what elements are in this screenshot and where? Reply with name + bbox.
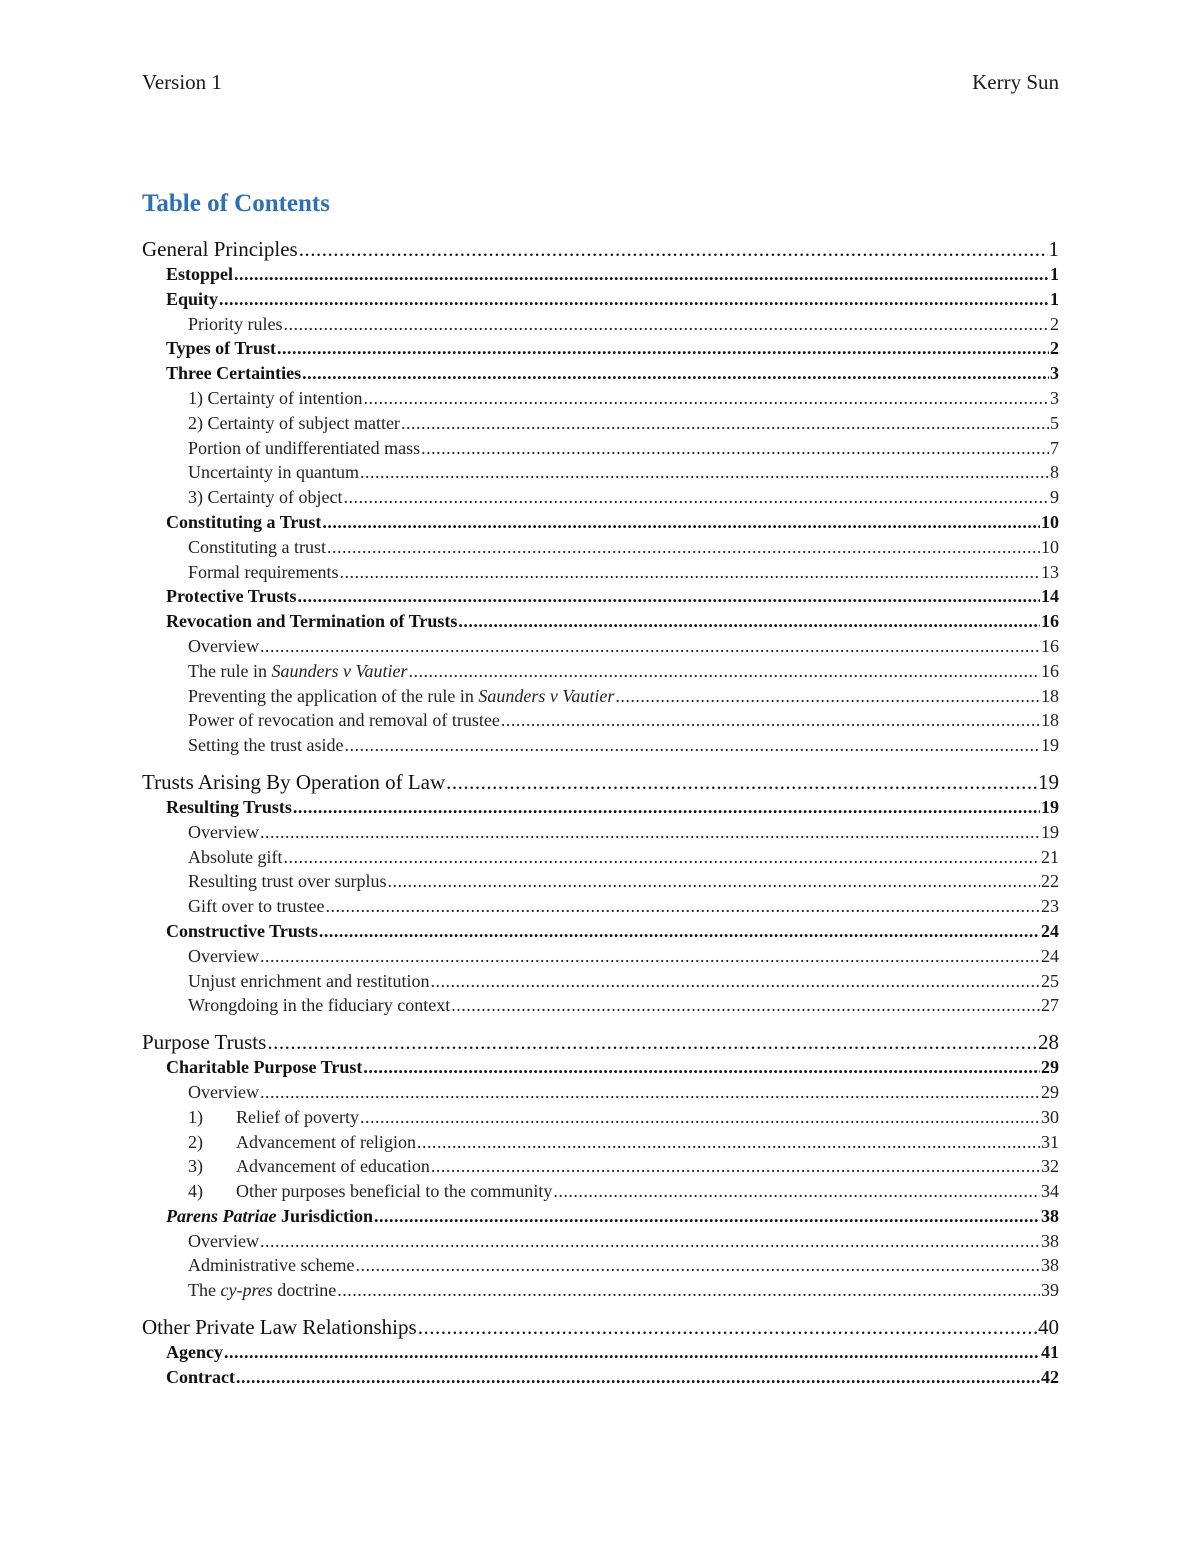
toc-page-number: 16 — [1041, 635, 1059, 656]
toc-entry-label — [188, 386, 362, 411]
toc-entry-text: Preventing the application of the rule in — [188, 685, 479, 706]
toc-entry-text: Contract — [166, 1366, 235, 1387]
toc-page-number: 3 — [1050, 387, 1059, 408]
toc-page-number: 16 — [1041, 660, 1059, 681]
toc-page-number: 14 — [1041, 586, 1059, 607]
toc-entry-label — [188, 1130, 416, 1155]
toc-entry-label — [188, 411, 400, 436]
toc-entry-text: Other purposes beneficial to the community — [236, 1181, 553, 1202]
dot-leader — [363, 386, 1049, 411]
toc-entry-text: Other Private Law Relationships — [142, 1315, 417, 1340]
dot-leader — [327, 535, 1040, 560]
dot-leader — [260, 820, 1040, 845]
toc-entry-label — [188, 560, 338, 585]
dot-leader — [337, 1278, 1040, 1303]
toc-entry[interactable] — [142, 795, 1059, 820]
toc-entry-text: Resulting Trusts — [166, 796, 292, 817]
toc-entry-text: Gift over to trustee — [188, 896, 325, 917]
toc-entry[interactable] — [142, 1080, 1059, 1105]
toc-entry-label — [166, 609, 457, 634]
dot-leader — [319, 919, 1040, 944]
toc-page-number: 29 — [1041, 1081, 1059, 1102]
toc-page-number: 32 — [1041, 1156, 1059, 1177]
toc-page-number: 34 — [1041, 1181, 1059, 1202]
toc-entry[interactable] — [142, 733, 1059, 758]
toc-entry[interactable] — [142, 386, 1059, 411]
toc-page-number: 28 — [1038, 1030, 1059, 1055]
toc-entry-text: Overview — [188, 821, 259, 842]
dot-leader — [325, 894, 1040, 919]
toc-entry-text: Constructive Trusts — [166, 920, 318, 941]
toc-entry[interactable] — [142, 708, 1059, 733]
toc-page-number: 2 — [1050, 338, 1059, 359]
toc-entry-text: General Principles — [142, 237, 298, 261]
toc-entry-text: Equity — [166, 288, 219, 309]
toc-entry[interactable] — [142, 312, 1059, 337]
toc-entry-number: 1) — [188, 1106, 203, 1127]
dot-leader — [339, 560, 1040, 585]
toc-entry[interactable] — [142, 1278, 1059, 1303]
dot-leader — [417, 1130, 1040, 1155]
toc-entry-label — [188, 659, 407, 684]
toc-entry[interactable] — [142, 560, 1059, 585]
toc-entry[interactable] — [142, 485, 1059, 510]
toc-entry[interactable] — [142, 769, 1059, 795]
toc-entry-label — [166, 336, 276, 361]
toc-entry-suffix: doctrine — [272, 1280, 337, 1301]
dot-leader — [219, 287, 1049, 312]
dot-leader — [374, 1204, 1040, 1229]
toc-entry-text: Absolute gift — [188, 846, 283, 867]
toc-entry-label — [188, 634, 259, 659]
toc-entry-label — [188, 1105, 359, 1130]
toc-entry-label — [188, 485, 342, 510]
toc-entry-text: 1) Certainty of intention — [188, 387, 363, 408]
toc-entry-number: 4) — [188, 1181, 203, 1202]
toc-entry-text: Administrative scheme — [188, 1255, 355, 1276]
toc-entry-label — [188, 1080, 259, 1105]
toc-page-number: 40 — [1038, 1315, 1059, 1340]
toc-entry-italic: Saunders v Vautier — [478, 685, 615, 706]
dot-leader — [360, 1105, 1040, 1130]
toc-entry-number: 3) — [188, 1156, 203, 1177]
toc-entry[interactable] — [142, 1365, 1059, 1390]
dot-leader — [446, 769, 1037, 795]
toc-page-number: 16 — [1041, 611, 1059, 632]
toc-page-number: 1 — [1048, 237, 1059, 261]
toc-entry[interactable] — [142, 969, 1059, 994]
toc-entry[interactable] — [142, 1029, 1059, 1055]
toc-entry[interactable] — [142, 436, 1059, 461]
toc-entry[interactable] — [142, 659, 1059, 684]
toc-entry-text: Protective Trusts — [166, 586, 297, 607]
toc-entry[interactable] — [142, 510, 1059, 535]
toc-entry-label — [188, 944, 259, 969]
toc-page-number: 23 — [1041, 896, 1059, 917]
dot-leader — [451, 993, 1040, 1018]
toc-entry-label — [166, 510, 321, 535]
toc-entry-text: Relief of poverty — [236, 1106, 359, 1127]
dot-leader — [343, 485, 1049, 510]
dot-leader — [458, 609, 1040, 634]
toc-entry-text: 2) Certainty of subject matter — [188, 412, 400, 433]
toc-page-number: 31 — [1041, 1131, 1059, 1152]
table-of-contents — [142, 236, 1059, 1390]
dot-leader — [322, 510, 1040, 535]
dot-leader — [284, 312, 1050, 337]
toc-entry[interactable] — [142, 1314, 1059, 1340]
toc-entry-text: Overview — [188, 1230, 259, 1251]
toc-entry[interactable] — [142, 845, 1059, 870]
toc-entry[interactable] — [142, 684, 1059, 709]
toc-entry[interactable] — [142, 944, 1059, 969]
toc-entry-label — [166, 795, 292, 820]
toc-entry-label — [188, 1253, 354, 1278]
dot-leader — [355, 1253, 1040, 1278]
toc-entry[interactable] — [142, 287, 1059, 312]
toc-entry-label — [188, 820, 259, 845]
toc-entry[interactable] — [142, 1130, 1059, 1155]
toc-entry-label — [166, 287, 218, 312]
toc-entry-label — [188, 1179, 552, 1204]
dot-leader — [431, 1154, 1040, 1179]
toc-page-number: 19 — [1041, 796, 1059, 817]
dot-leader — [388, 869, 1041, 894]
toc-page-number: 24 — [1041, 945, 1059, 966]
toc-entry-text: Wrongdoing in the fiduciary context — [188, 995, 451, 1016]
dot-leader — [360, 460, 1049, 485]
toc-page-number: 39 — [1041, 1280, 1059, 1301]
toc-entry-text: Unjust enrichment and restitution — [188, 970, 430, 991]
dot-leader — [277, 336, 1049, 361]
toc-entry-label — [188, 684, 614, 709]
toc-entry[interactable] — [142, 869, 1059, 894]
toc-page-number: 18 — [1041, 685, 1059, 706]
toc-entry[interactable] — [142, 535, 1059, 560]
toc-page-number: 1 — [1050, 288, 1059, 309]
toc-entry-label — [188, 436, 420, 461]
toc-page-number: 19 — [1038, 769, 1059, 794]
toc-entry[interactable] — [142, 460, 1059, 485]
toc-page-number: 38 — [1041, 1205, 1059, 1226]
toc-entry-label — [142, 1314, 417, 1340]
dot-leader — [293, 795, 1040, 820]
toc-entry-label — [188, 993, 450, 1018]
toc-entry-text: Portion of undifferentiated mass — [188, 437, 421, 458]
toc-entry[interactable] — [142, 894, 1059, 919]
toc-entry-label — [142, 769, 445, 795]
toc-entry-text: Advancement of education — [236, 1156, 430, 1177]
dot-leader — [344, 733, 1040, 758]
toc-entry[interactable] — [142, 609, 1059, 634]
toc-entry-text: The rule in — [188, 660, 272, 681]
toc-title: Table of Contents — [142, 190, 330, 217]
toc-entry-text: Advancement of religion — [236, 1131, 416, 1152]
dot-leader — [615, 684, 1040, 709]
dot-leader — [224, 1340, 1040, 1365]
toc-entry-text: The — [188, 1280, 221, 1301]
toc-page-number: 1 — [1050, 264, 1059, 284]
toc-entry[interactable] — [142, 236, 1059, 262]
dot-leader — [267, 1029, 1037, 1055]
toc-page-number: 38 — [1041, 1255, 1059, 1276]
toc-page-number: 13 — [1041, 561, 1059, 582]
toc-entry[interactable] — [142, 1340, 1059, 1365]
toc-entry[interactable] — [142, 993, 1059, 1018]
dot-leader — [234, 262, 1049, 287]
toc-entry-label — [166, 1340, 223, 1365]
toc-entry-label — [166, 1055, 362, 1080]
toc-entry[interactable] — [142, 361, 1059, 386]
toc-entry-label — [188, 845, 283, 870]
toc-entry-text: Priority rules — [188, 313, 283, 334]
toc-entry-text: Purpose Trusts — [142, 1030, 267, 1055]
toc-page-number: 22 — [1041, 871, 1059, 892]
toc-entry-label — [188, 708, 500, 733]
toc-entry-label — [188, 894, 324, 919]
toc-entry-label — [166, 262, 233, 287]
toc-entry-text: Agency — [166, 1342, 223, 1363]
dot-leader — [260, 1229, 1040, 1254]
toc-entry[interactable] — [142, 411, 1059, 436]
toc-entry-text: Power of revocation and removal of trustee — [188, 710, 500, 731]
toc-entry-label — [188, 969, 429, 994]
toc-page-number: 3 — [1050, 363, 1059, 384]
toc-entry-label — [188, 869, 387, 894]
toc-entry-text: Overview — [188, 635, 259, 656]
dot-leader — [236, 1365, 1040, 1390]
toc-entry-text: Revocation and Termination of Trusts — [166, 611, 458, 632]
toc-entry-text: Charitable Purpose Trust — [166, 1057, 363, 1078]
toc-entry-italic: cy-pres — [220, 1280, 273, 1301]
dot-leader — [260, 1080, 1040, 1105]
toc-entry-label — [166, 919, 318, 944]
toc-entry-text: Formal requirements — [188, 561, 339, 582]
toc-entry[interactable] — [142, 1105, 1059, 1130]
toc-entry[interactable] — [142, 1229, 1059, 1254]
toc-page-number: 10 — [1041, 536, 1059, 557]
dot-leader — [430, 969, 1040, 994]
toc-entry-label — [166, 1204, 373, 1229]
toc-page-number: 7 — [1050, 437, 1059, 458]
toc-entry[interactable] — [142, 1204, 1059, 1229]
toc-entry-label — [142, 236, 298, 262]
toc-page-number: 41 — [1041, 1342, 1059, 1363]
toc-entry-italic: Saunders v Vautier — [271, 660, 408, 681]
toc-page-number: 10 — [1041, 511, 1059, 532]
toc-page-number: 42 — [1041, 1366, 1059, 1387]
toc-entry-label — [166, 361, 301, 386]
toc-entry-text: Constituting a Trust — [166, 511, 322, 532]
dot-leader — [260, 634, 1040, 659]
toc-entry-text: 3) Certainty of object — [188, 487, 343, 508]
toc-entry[interactable] — [142, 1179, 1059, 1204]
dot-leader — [418, 1314, 1037, 1340]
page-header — [142, 70, 1059, 95]
toc-page-number: 27 — [1041, 995, 1059, 1016]
toc-page-number: 30 — [1041, 1106, 1059, 1127]
toc-entry-label — [166, 1365, 235, 1390]
dot-leader — [260, 944, 1040, 969]
toc-entry-text: Three Certainties — [166, 363, 302, 384]
toc-page-number: 19 — [1041, 735, 1059, 756]
toc-entry[interactable] — [142, 919, 1059, 944]
toc-entry-text: Estoppel — [166, 264, 234, 284]
toc-page-number: 9 — [1050, 487, 1059, 508]
toc-page-number: 5 — [1050, 412, 1059, 433]
toc-entry[interactable] — [142, 1253, 1059, 1278]
toc-entry-text: Constituting a trust — [188, 536, 327, 557]
dot-leader — [297, 584, 1040, 609]
toc-entry-label — [166, 584, 296, 609]
version-label: Version 1 — [142, 70, 222, 94]
toc-page-number: 18 — [1041, 710, 1059, 731]
toc-entry[interactable] — [142, 336, 1059, 361]
dot-leader — [421, 436, 1049, 461]
toc-entry-italic: Parens Patriae — [166, 1205, 277, 1226]
toc-entry[interactable] — [142, 262, 1059, 287]
toc-entry-label — [188, 1278, 336, 1303]
toc-page-number: 2 — [1050, 313, 1059, 334]
toc-entry-label — [188, 535, 326, 560]
toc-entry-text: Trusts Arising By Operation of Law — [142, 769, 446, 794]
toc-entry[interactable] — [142, 634, 1059, 659]
dot-leader — [401, 411, 1049, 436]
toc-entry-number: 2) — [188, 1131, 203, 1152]
toc-entry-text: Jurisdiction — [276, 1205, 374, 1226]
toc-entry-text: Setting the trust aside — [188, 735, 344, 756]
toc-page-number: 24 — [1041, 920, 1059, 941]
toc-entry-label — [188, 460, 359, 485]
author-name: Kerry Sun — [972, 70, 1059, 94]
toc-entry[interactable] — [142, 820, 1059, 845]
toc-entry-text: Uncertainty in quantum — [188, 462, 359, 483]
toc-page-number: 19 — [1041, 821, 1059, 842]
dot-leader — [302, 361, 1049, 386]
toc-entry-label — [142, 1029, 266, 1055]
dot-leader — [284, 845, 1041, 870]
dot-leader — [501, 708, 1040, 733]
toc-page-number: 38 — [1041, 1230, 1059, 1251]
dot-leader — [553, 1179, 1040, 1204]
toc-entry[interactable] — [142, 584, 1059, 609]
toc-entry-label — [188, 1154, 430, 1179]
dot-leader — [408, 659, 1040, 684]
toc-entry-label — [188, 312, 283, 337]
dot-leader — [363, 1055, 1040, 1080]
dot-leader — [299, 236, 1048, 262]
toc-entry-text: Overview — [188, 1081, 259, 1102]
toc-page-number: 29 — [1041, 1057, 1059, 1078]
toc-page-number: 25 — [1041, 970, 1059, 991]
toc-entry-text: Types of Trust — [166, 338, 277, 359]
toc-entry-label — [188, 733, 343, 758]
toc-entry[interactable] — [142, 1055, 1059, 1080]
toc-entry-text: Overview — [188, 945, 259, 966]
toc-page-number: 8 — [1050, 462, 1059, 483]
toc-entry-text: Resulting trust over surplus — [188, 871, 387, 892]
toc-entry-label — [188, 1229, 259, 1254]
toc-page-number: 21 — [1041, 846, 1059, 867]
toc-entry[interactable] — [142, 1154, 1059, 1179]
